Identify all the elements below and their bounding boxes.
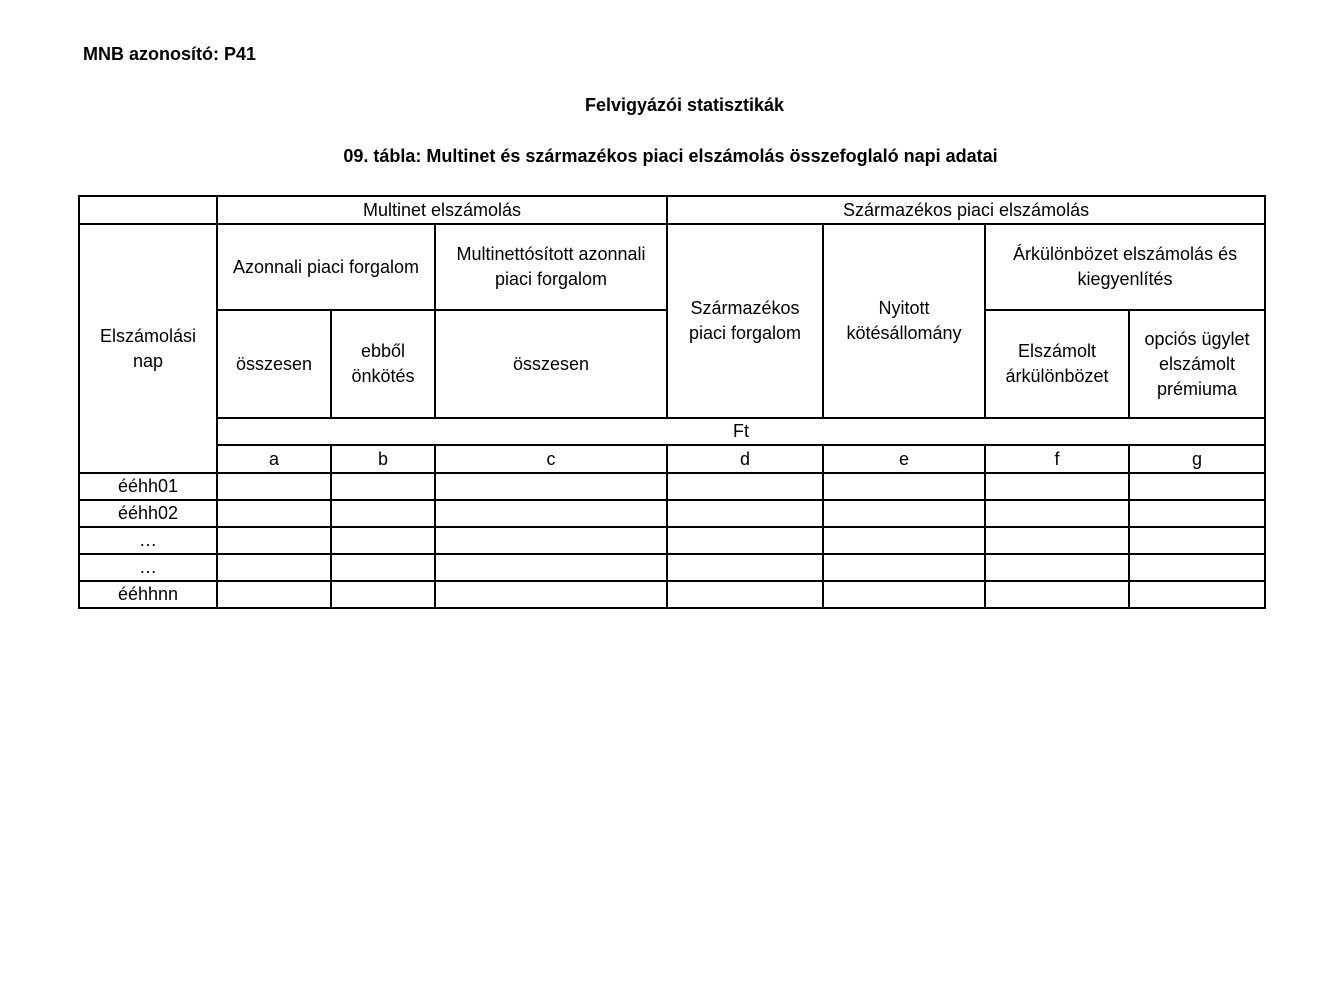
data-cell xyxy=(217,527,331,554)
subheader-derivative-turnover: Származékos piaci forgalom xyxy=(667,224,823,418)
data-cell xyxy=(435,554,667,581)
data-cell xyxy=(217,581,331,608)
data-cell xyxy=(217,473,331,500)
group-header-multinet: Multinet elszámolás xyxy=(217,196,667,224)
data-cell xyxy=(985,554,1129,581)
table-row xyxy=(79,500,1265,527)
leaf-header-total-c: összesen xyxy=(435,310,667,418)
data-cell xyxy=(667,581,823,608)
data-cell xyxy=(823,554,985,581)
row-header-settlement-day: Elszámolási nap xyxy=(79,224,217,473)
unit-cell: Ft xyxy=(217,418,1265,445)
subheader-spot-turnover: Azonnali piaci forgalom xyxy=(217,224,435,310)
table-row xyxy=(79,581,1265,608)
data-cell xyxy=(667,473,823,500)
data-cell xyxy=(331,473,435,500)
corner-cell xyxy=(79,196,217,224)
mnb-identifier: MNB azonosító: P41 xyxy=(83,44,257,64)
leaf-header-self-trade: ebből önkötés xyxy=(331,310,435,418)
column-code: f xyxy=(985,445,1129,473)
data-cell xyxy=(435,527,667,554)
data-cell xyxy=(823,581,985,608)
row-label: ééhh02 xyxy=(79,500,217,527)
data-cell xyxy=(1129,473,1265,500)
column-code: e xyxy=(823,445,985,473)
data-cell xyxy=(985,581,1129,608)
data-cell xyxy=(217,554,331,581)
row-label: … xyxy=(79,527,217,554)
subheader-price-difference: Árkülönbözet elszámolás és kiegyenlítés xyxy=(985,224,1265,310)
data-cell xyxy=(823,473,985,500)
data-cell xyxy=(331,581,435,608)
column-code: a xyxy=(217,445,331,473)
leaf-header-total-a: összesen xyxy=(217,310,331,418)
table-title: 09. tábla: Multinet és származékos piaci elszámolás összefoglaló napi adatai xyxy=(343,146,998,166)
statistics-table xyxy=(78,195,1266,609)
data-cell xyxy=(667,554,823,581)
data-cell xyxy=(1129,527,1265,554)
data-cell xyxy=(667,527,823,554)
table-row xyxy=(79,473,1265,500)
table-row xyxy=(79,554,1265,581)
data-cell xyxy=(985,527,1129,554)
row-label: ééhh01 xyxy=(79,473,217,500)
column-code: d xyxy=(667,445,823,473)
group-header-derivative: Származékos piaci elszámolás xyxy=(667,196,1265,224)
data-cell xyxy=(667,500,823,527)
data-cell xyxy=(331,527,435,554)
data-cell xyxy=(217,500,331,527)
data-cell xyxy=(435,500,667,527)
data-cell xyxy=(1129,500,1265,527)
page-title: Felvigyázói statisztikák xyxy=(584,95,785,115)
data-cell xyxy=(823,527,985,554)
data-cell xyxy=(331,554,435,581)
subheader-multinetted-turnover: Multinettósított azonnali piaci forgalom xyxy=(435,224,667,310)
row-label: … xyxy=(79,554,217,581)
data-cell xyxy=(1129,554,1265,581)
data-cell xyxy=(331,500,435,527)
column-code: b xyxy=(331,445,435,473)
leaf-header-option-premium: opciós ügylet elszámolt prémiuma xyxy=(1129,310,1265,418)
data-cell xyxy=(985,500,1129,527)
data-cell xyxy=(1129,581,1265,608)
column-code: g xyxy=(1129,445,1265,473)
row-label: ééhhnn xyxy=(79,581,217,608)
data-cell xyxy=(985,473,1129,500)
data-cell xyxy=(823,500,985,527)
column-code: c xyxy=(435,445,667,473)
leaf-header-settled-price-difference: Elszámolt árkülönbözet xyxy=(985,310,1129,418)
table-row xyxy=(79,527,1265,554)
data-cell xyxy=(435,473,667,500)
subheader-open-positions: Nyitott kötésállomány xyxy=(823,224,985,418)
data-cell xyxy=(435,581,667,608)
